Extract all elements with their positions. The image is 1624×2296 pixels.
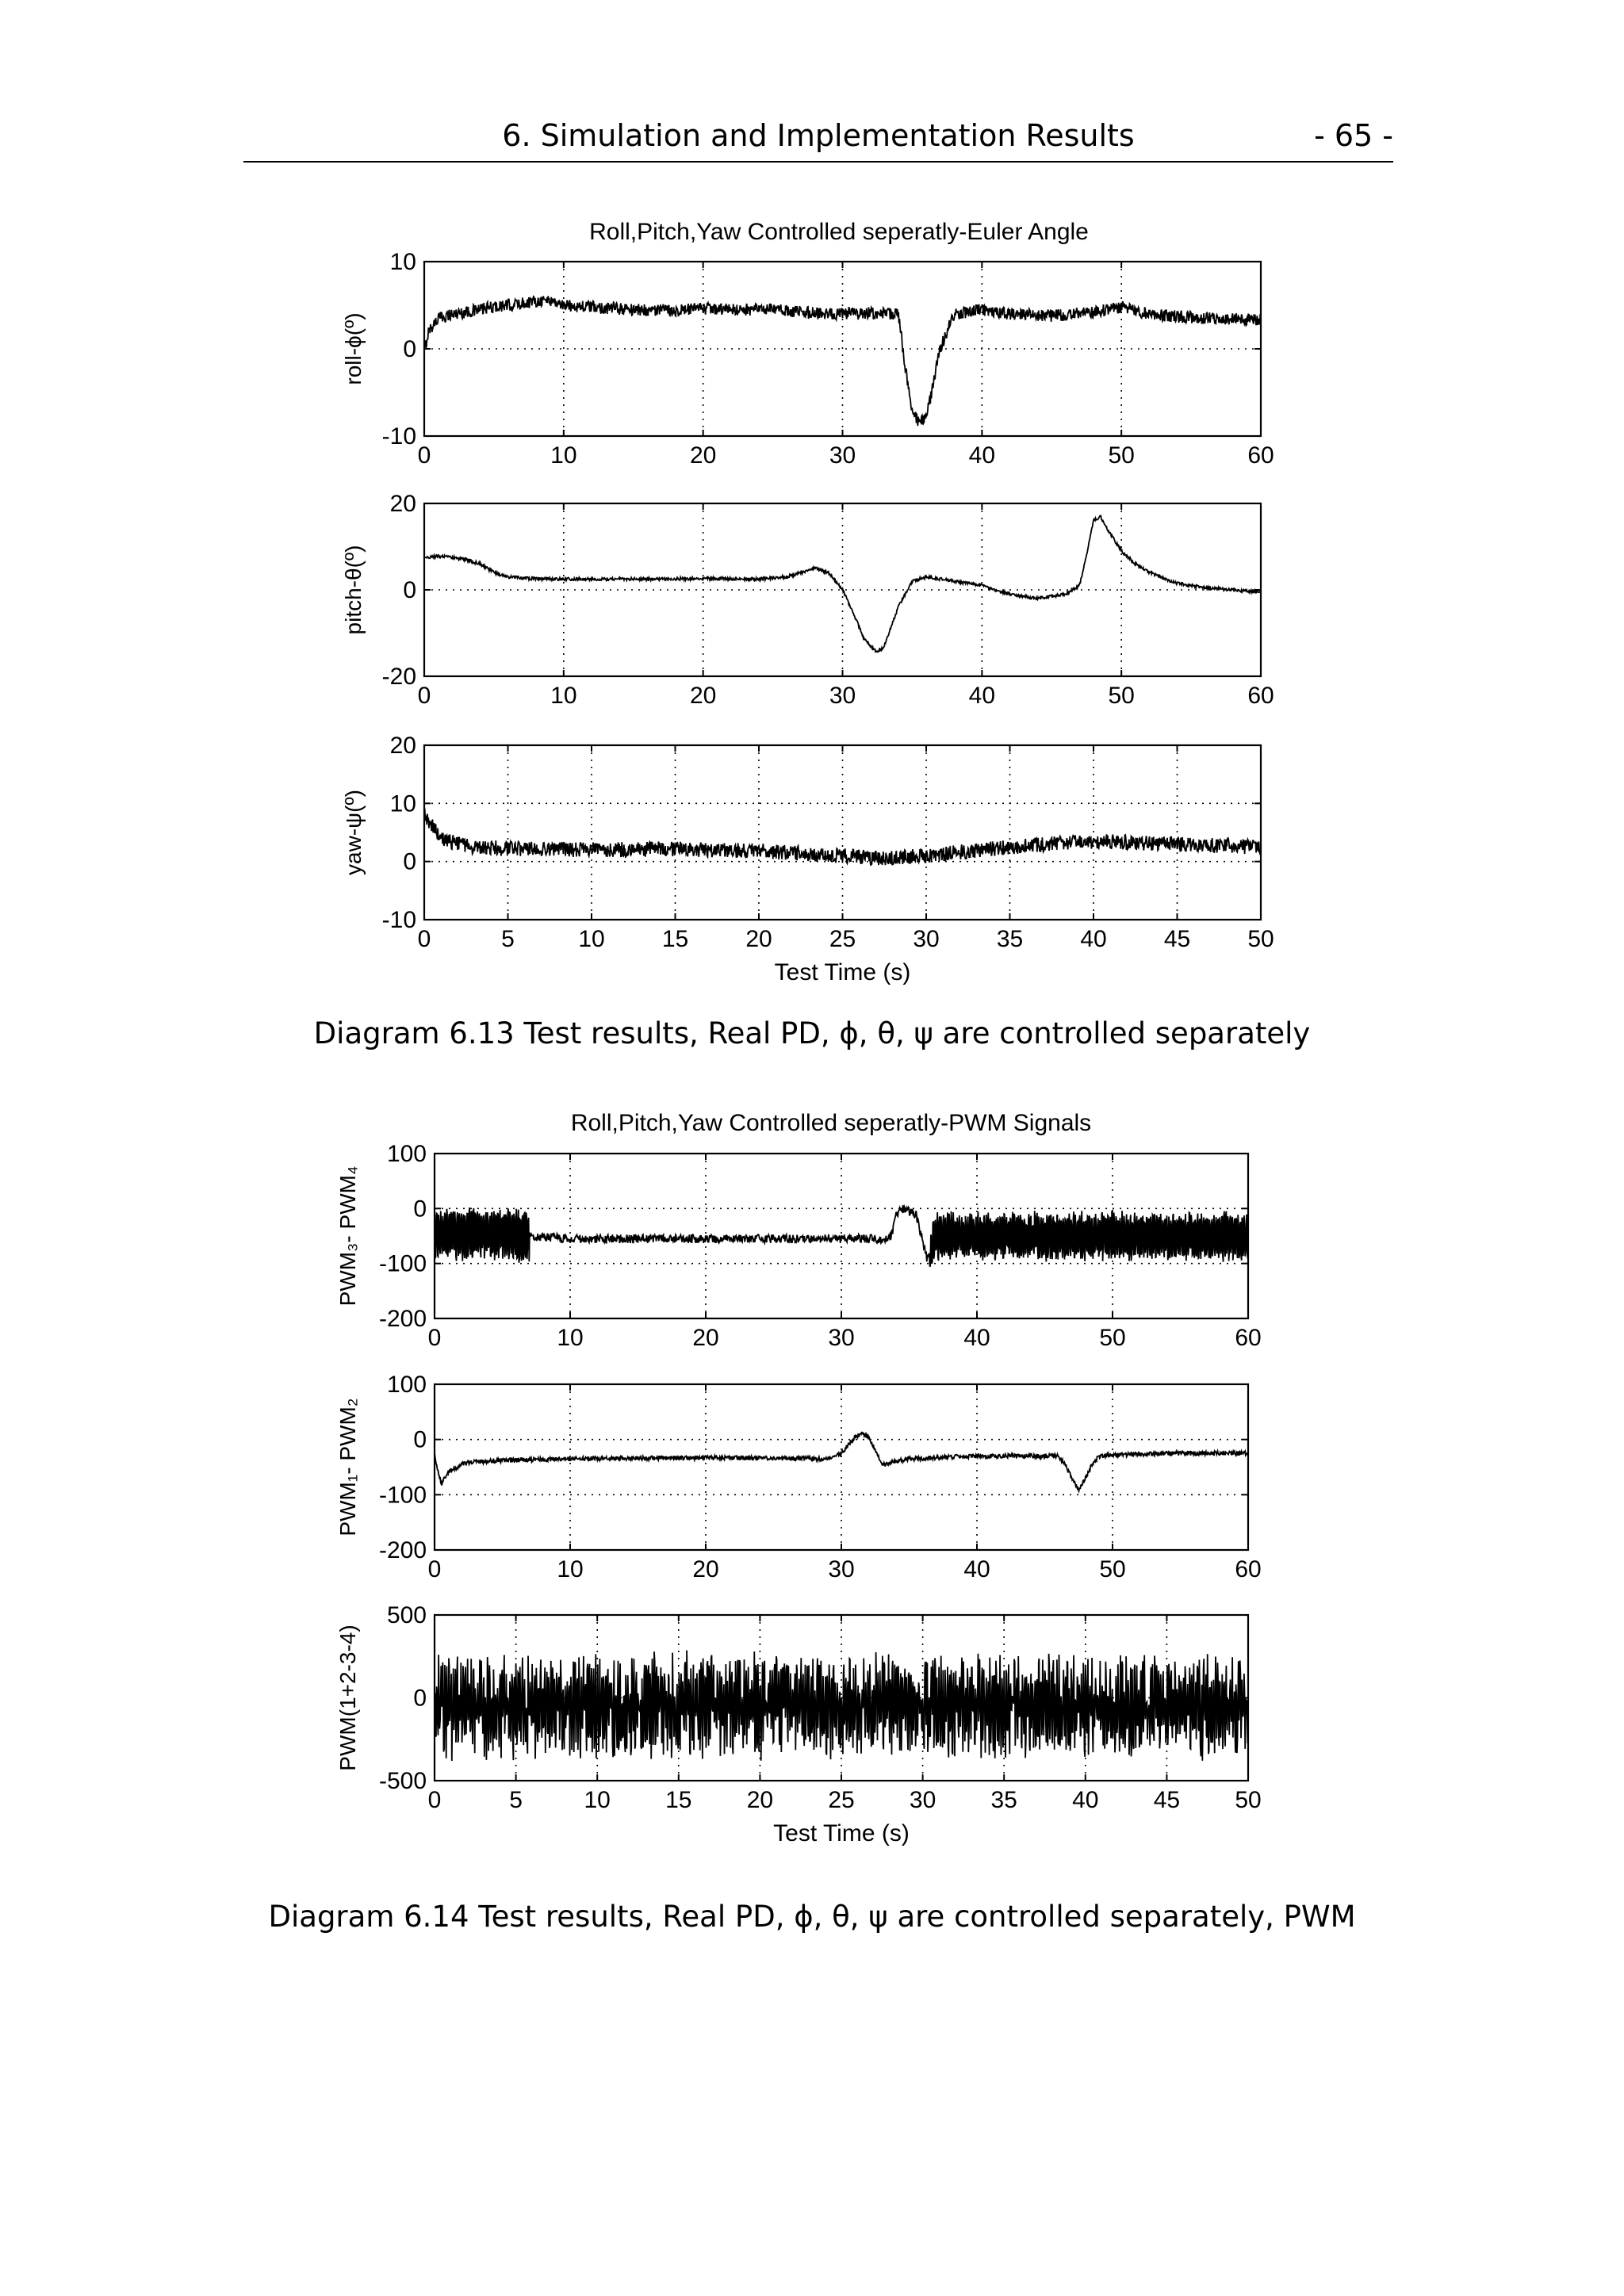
- y-axis-label: PWM(1+2-3-4): [335, 1624, 360, 1771]
- y-tick-label: 0: [413, 1685, 427, 1712]
- x-tick-label: 25: [829, 926, 856, 952]
- x-tick-label: 30: [909, 1787, 936, 1813]
- x-tick-label: 10: [557, 1556, 584, 1582]
- x-tick-label: 30: [913, 926, 940, 952]
- y-tick-label: -100: [378, 1250, 427, 1277]
- x-tick-label: 10: [550, 442, 577, 469]
- x-tick-label: 0: [417, 683, 431, 709]
- x-tick-label: 20: [746, 1787, 774, 1813]
- x-tick-label: 50: [1247, 926, 1274, 952]
- y-axis-label: yaw-ψ(º): [341, 790, 366, 875]
- y-tick-label: -10: [381, 423, 416, 450]
- y-tick-label: 0: [403, 336, 416, 362]
- y-tick-label: 0: [403, 577, 416, 603]
- x-tick-label: 60: [1247, 442, 1274, 469]
- x-tick-label: 45: [1153, 1787, 1181, 1813]
- y-axis-label: PWM₃- PWM₄: [335, 1165, 360, 1307]
- data-series-line: [424, 296, 1261, 426]
- x-tick-label: 0: [427, 1325, 442, 1351]
- x-tick-label: 40: [963, 1556, 990, 1582]
- y-tick-label: 100: [386, 1372, 427, 1398]
- x-tick-label: 5: [509, 1787, 523, 1813]
- chart-pwm12: [335, 1372, 1262, 1582]
- x-tick-label: 0: [417, 926, 431, 952]
- x-tick-label: 25: [828, 1787, 855, 1813]
- x-tick-label: 40: [1072, 1787, 1099, 1813]
- x-tick-label: 45: [1163, 926, 1191, 952]
- x-tick-label: 20: [689, 442, 717, 469]
- x-tick-label: 5: [501, 926, 515, 952]
- x-tick-label: 0: [427, 1556, 442, 1582]
- x-tick-label: 0: [417, 442, 431, 469]
- x-tick-label: 50: [1108, 683, 1135, 709]
- y-tick-label: 0: [413, 1196, 427, 1223]
- x-tick-label: 30: [829, 442, 856, 469]
- x-tick-label: 10: [550, 683, 577, 709]
- x-tick-label: 40: [1080, 926, 1107, 952]
- page-header-title: 6. Simulation and Implementation Results: [502, 118, 1135, 153]
- y-tick-label: -10: [381, 907, 416, 933]
- x-tick-label: 10: [578, 926, 605, 952]
- chart-pwm-sum: [335, 1602, 1262, 1846]
- y-axis-label: pitch-θ(º): [341, 545, 366, 635]
- x-tick-label: 60: [1235, 1556, 1262, 1582]
- y-tick-label: 20: [389, 733, 416, 759]
- x-tick-label: 50: [1099, 1556, 1126, 1582]
- x-tick-label: 10: [584, 1787, 611, 1813]
- x-tick-label: 40: [963, 1325, 990, 1351]
- y-tick-label: 500: [386, 1602, 427, 1628]
- figure-6-14-title: Roll,Pitch,Yaw Controlled seperatly-PWM Signals: [570, 1110, 1092, 1136]
- axes-box: [435, 1384, 1248, 1550]
- x-axis-label: Test Time (s): [774, 959, 911, 985]
- x-tick-label: 30: [829, 683, 856, 709]
- chart-pwm34: [335, 1141, 1262, 1351]
- x-tick-label: 35: [996, 926, 1024, 952]
- y-tick-label: -200: [378, 1537, 427, 1563]
- y-axis-label: PWM₁- PWM₂: [335, 1398, 360, 1536]
- data-series-line: [424, 516, 1261, 652]
- y-tick-label: 0: [413, 1426, 427, 1453]
- x-tick-label: 40: [968, 442, 996, 469]
- x-tick-label: 50: [1235, 1787, 1262, 1813]
- x-tick-label: 40: [968, 683, 996, 709]
- y-tick-label: -500: [378, 1768, 427, 1794]
- y-tick-label: 10: [389, 790, 416, 817]
- x-tick-label: 20: [689, 683, 717, 709]
- x-tick-label: 30: [828, 1325, 855, 1351]
- chart-pitch: [341, 491, 1274, 709]
- x-tick-label: 50: [1099, 1325, 1126, 1351]
- x-tick-label: 60: [1247, 683, 1274, 709]
- x-tick-label: 20: [692, 1325, 719, 1351]
- chart-roll: [341, 249, 1274, 469]
- figure-6-13-caption: Diagram 6.13 Test results, Real PD, ϕ, θ, ψ are controlled separately: [313, 1016, 1311, 1050]
- y-tick-label: -200: [378, 1306, 427, 1332]
- y-axis-label: roll-ϕ(º): [341, 312, 366, 385]
- y-tick-label: 20: [389, 491, 416, 517]
- x-tick-label: 15: [661, 926, 689, 952]
- data-series-line: [435, 1205, 1248, 1266]
- chart-yaw: [341, 733, 1274, 985]
- x-tick-label: 50: [1108, 442, 1135, 469]
- data-series-line: [435, 1433, 1248, 1491]
- y-tick-label: 0: [403, 848, 416, 875]
- y-tick-label: 100: [386, 1141, 427, 1167]
- x-tick-label: 60: [1235, 1325, 1262, 1351]
- x-tick-label: 20: [692, 1556, 719, 1582]
- page-number: - 65 -: [1314, 118, 1393, 153]
- y-tick-label: -100: [378, 1482, 427, 1509]
- y-tick-label: 10: [389, 249, 416, 275]
- x-tick-label: 35: [990, 1787, 1017, 1813]
- figure-6-14-caption: Diagram 6.14 Test results, Real PD, ϕ, θ, ψ are controlled separately, PWM: [268, 1900, 1356, 1934]
- y-tick-label: -20: [381, 664, 416, 690]
- x-tick-label: 20: [745, 926, 772, 952]
- x-tick-label: 15: [665, 1787, 692, 1813]
- x-tick-label: 10: [557, 1325, 584, 1351]
- figure-6-13-title: Roll,Pitch,Yaw Controlled seperatly-Euler Angle: [589, 219, 1089, 245]
- x-tick-label: 30: [828, 1556, 855, 1582]
- x-axis-label: Test Time (s): [773, 1820, 910, 1846]
- x-tick-label: 0: [427, 1787, 442, 1813]
